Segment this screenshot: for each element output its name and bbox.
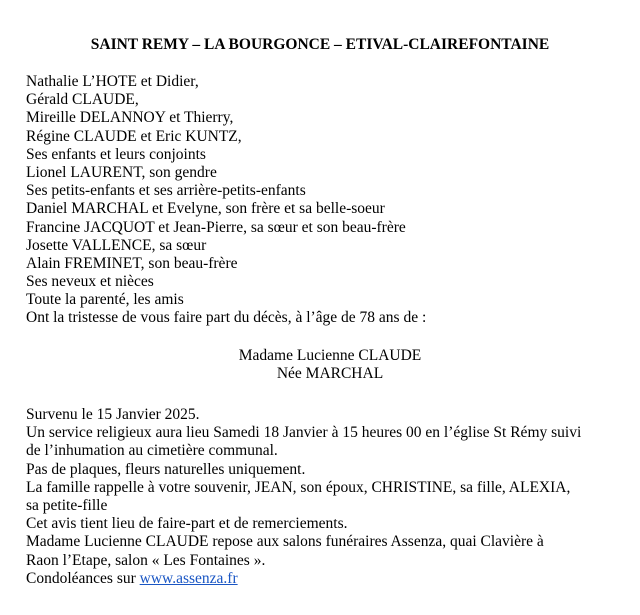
detail-line: Cet avis tient lieu de faire-part et de remerciements. — [26, 515, 348, 533]
family-line: Daniel MARCHAL et Evelyne, son frère et sa belle-soeur — [26, 200, 385, 218]
detail-line: Pas de plaques, fleurs naturelles uniquement. — [26, 460, 306, 478]
family-line: Francine JACQUOT et Jean-Pierre, sa sœur et son beau-frère — [26, 218, 406, 236]
family-line: Nathalie L’HOTE et Didier, — [26, 73, 199, 90]
deceased-maiden-name: Née MARCHAL — [276, 365, 384, 383]
deceased-announcement — [0, 347, 640, 383]
deceased-name: Madame Lucienne CLAUDE — [238, 347, 422, 364]
family-line: Alain FREMINET, son beau-frère — [26, 254, 238, 272]
detail-line: de l’inhumation au cimetière communal. — [26, 442, 278, 460]
family-line: Régine CLAUDE et Eric KUNTZ, — [26, 127, 242, 145]
family-line: Josette VALLENCE, sa sœur — [26, 236, 207, 254]
detail-line: La famille rappelle à votre souvenir, JEAN, son époux, CHRISTINE, sa fille, ALEXIA, — [26, 478, 571, 496]
family-line: Ses neveux et nièces — [26, 273, 154, 291]
family-line: Ont la tristesse de vous faire part du décès, à l’âge de 78 ans de : — [26, 309, 427, 327]
condolences-line — [26, 570, 626, 588]
detail-line: Raon l’Etape, salon « Les Fontaines ». — [26, 551, 266, 569]
family-line: Ses enfants et leurs conjoints — [26, 145, 206, 163]
detail-line: Madame Lucienne CLAUDE repose aux salons funéraires Assenza, quai Clavière à — [26, 533, 544, 551]
notice-details — [26, 406, 626, 588]
condolences-link[interactable]: www.assenza.fr — [139, 569, 238, 587]
family-list — [26, 73, 626, 328]
condolences-prefix: Condoléances sur — [26, 569, 140, 587]
family-line: Toute la parenté, les amis — [26, 291, 184, 309]
family-line: Mireille DELANNOY et Thierry, — [26, 109, 234, 127]
family-line: Lionel LAURENT, son gendre — [26, 163, 217, 181]
detail-line: Un service religieux aura lieu Samedi 18 Janvier à 15 heures 00 en l’église St Rémy suivi — [26, 424, 582, 442]
family-line: Ses petits-enfants et ses arrière-petits-enfants — [26, 182, 306, 200]
detail-line: sa petite-fille — [26, 496, 108, 514]
notice-title: SAINT REMY – LA BOURGONCE – ETIVAL-CLAIREFONTAINE — [90, 36, 550, 53]
family-line: Gérald CLAUDE, — [26, 91, 139, 109]
detail-line: Survenu le 15 Janvier 2025. — [26, 406, 200, 423]
